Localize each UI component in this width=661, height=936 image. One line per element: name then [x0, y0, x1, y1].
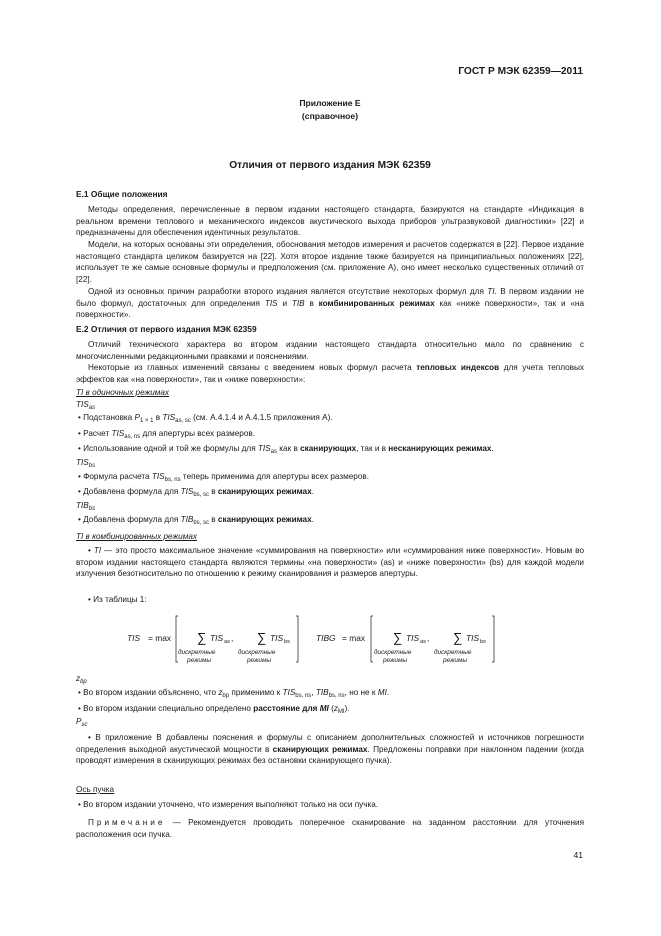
- formula-lhs-tibg: TIBG: [316, 633, 336, 643]
- bullet-formula-tis-bs-ns: • Формула расчета $TIS_{bs, ns}$ теперь применима для апертуры всех размеров.: [78, 472, 370, 483]
- beam-axis-title: Ось пучка: [76, 785, 115, 794]
- appendix-title: Приложение Е: [299, 98, 361, 108]
- under-modes-3: режимы: [383, 657, 408, 664]
- under-modes-4: режимы: [443, 657, 468, 664]
- note-paragraph: Примечание — Рекомендуется проводить поперечное сканирование на заданном расстоянии для уточнения расположения оси пучка.: [76, 818, 584, 839]
- bullet-calc-tis-as-ns: • Расчет $TIS_{as, ns}$ для апертуры всех размеров.: [78, 429, 256, 440]
- formula-eq-max-1: = max: [148, 633, 172, 643]
- section-e1-heading: Е.1 Общие положения: [76, 189, 168, 199]
- bullet-added-tib-bs-sc: • Добавлена формула для $TIB_{bs, sc}$ в сканирующих режимах.: [78, 515, 314, 526]
- bracket-right-1: [296, 616, 298, 662]
- bullet-added-tis-bs-sc: • Добавлена формула для $TIS_{bs, sc}$ в сканирующих режимах.: [78, 487, 314, 498]
- psc-label: $P_{sc}$: [76, 717, 88, 728]
- section-e2-paragraph-1: Отличий технического характера во втором издании настоящего стандарта относительно мало по сравнению с многочисленными редакционными правками и пояснениями.: [76, 340, 584, 361]
- under-discrete-1: дискретные: [178, 649, 216, 656]
- standard-header: ГОСТ Р МЭК 62359—2011: [458, 66, 583, 77]
- sum-symbol-4: ∑: [453, 630, 463, 645]
- zbp-label: $z_{bp}$: [76, 674, 87, 685]
- sum-symbol-3: ∑: [393, 630, 403, 645]
- bracket-right-2: [492, 616, 494, 662]
- under-discrete-4: дискретные: [434, 649, 472, 656]
- tis-term-1: TIS: [210, 633, 224, 643]
- formula-comma-2: ,: [427, 633, 430, 643]
- tis-term-4-sub: bs: [480, 639, 486, 645]
- formula-lhs-tis: TIS: [127, 633, 141, 643]
- bullet-substitution: • Подстановка $P_{1 \times 1}$ в $TIS_{as, sc}$ (см. А.4.1.4 и А.4.1.5 приложения А).: [78, 413, 333, 424]
- tis-term-4: TIS: [466, 633, 480, 643]
- combined-modes-paragraph: • TI — это просто максимальное значение «суммирования на поверхности» или «суммирования ниже поверхности». Новым во втором издании настоящего стандарта являются термины «на поверхности» (as) и «ниже поверхности» (bs) для каждой модели излучения безотносительно по отношению к режиму сканирования и размеров апертуры.: [76, 546, 584, 579]
- bullet-beam-axis: • Во втором издании уточнено, что измерения выполняют только на оси пучка.: [78, 800, 379, 809]
- formula-eq-max-2: = max: [342, 633, 366, 643]
- sum-symbol-1: ∑: [197, 630, 207, 645]
- tis-bs-label: $TIS_{bs}$: [76, 458, 96, 469]
- single-modes-title: TI в одиночных режимах: [76, 388, 170, 397]
- tis-term-3: TIS: [406, 633, 420, 643]
- appendix-subtitle: (справочное): [301, 111, 359, 121]
- appendix-b-paragraph: • В приложение В добавлены пояснения и формулы с описанием дополнительных сложностей и источников погрешности определения выходной акустической мощности в сканирующих режимах. Предложены поправки при наклонном падении (когда проводят измерения в сканирующих режимах без остановки сканирующего пучка).: [76, 733, 584, 766]
- note-label: Примечание: [88, 818, 166, 827]
- section-e2-heading: Е.2 Отличия от первого издания МЭК 62359: [76, 324, 257, 334]
- section-e1-paragraph-3: Одной из основных причин разработки второго издания является отсутствие некоторых формул для TI. В первом издании не было формул, достаточных для определения TIS и TIB в комбинированных режимах как «ниже поверхности», так и «на поверхности».: [76, 287, 584, 320]
- bullet-zbp-applicable: • Во втором издании объяснено, что $z_{bp}$ применимо к $TIS_{bs, ns}$, $TIB_{bs, ns}$, но не к MI.: [78, 688, 390, 699]
- tis-term-2: TIS: [270, 633, 284, 643]
- under-discrete-3: дискретные: [374, 649, 412, 656]
- section-e1-paragraph-1: Методы определения, перечисленные в первом издании настоящего стандарта, базируются на стандарте «Индикация в реальном времени теплового и механического индексов акустического выхода приборов ультразвуковой диагностики» [22] и предназначены для обеспечения идентичных результатов.: [76, 205, 584, 238]
- tis-term-2-sub: bs: [284, 639, 290, 645]
- from-table-1: • Из таблицы 1:: [88, 595, 147, 604]
- section-e2-paragraph-2: Некоторые из главных изменений связаны с введением новых формул расчета тепловых индексов для учета тепловых эффектов как «на поверхности», так и «ниже поверхности»:: [76, 363, 584, 384]
- tib-bs-label: $TIB_{bs}$: [76, 501, 96, 512]
- formula-block: [76, 610, 584, 670]
- under-discrete-2: дискретные: [238, 649, 276, 656]
- formula-comma-1: ,: [231, 633, 234, 643]
- tis-as-label: $TIS_{as}$: [76, 400, 96, 411]
- bullet-distance-mi: • Во втором издании специально определено расстояние для MI $(z_{MI})$.: [78, 704, 350, 715]
- bullet-same-formula: • Использование одной и той же формулы для $TIS_{as}$ как в сканирующих, так и в несканирующих режимах.: [78, 444, 494, 455]
- under-modes-2: режимы: [247, 657, 272, 664]
- bracket-left-2: [371, 616, 373, 662]
- tis-term-1-sub: as: [224, 639, 230, 645]
- section-e1-paragraph-2: Модели, на которых основаны эти определения, обоснования методов измерения и расчетов содержатся в [22]. Первое издание настоящего стандарта целиком базируется на [22]. Хотя второе издание также базируется на принципиальных положениях [22], использует те же самые основные формулы и предположения (см. приложение А), оно имеет несколько существенных отличий от [22].: [76, 240, 584, 284]
- formula-svg: [76, 610, 584, 670]
- under-modes-1: режимы: [187, 657, 212, 664]
- appendix-heading: [76, 97, 584, 123]
- main-title: Отличия от первого издания МЭК 62359: [229, 160, 431, 171]
- page-number: 41: [573, 850, 583, 860]
- tis-term-3-sub: as: [420, 639, 426, 645]
- sum-symbol-2: ∑: [257, 630, 267, 645]
- combined-modes-title: TI в комбинированных режимах: [76, 532, 197, 541]
